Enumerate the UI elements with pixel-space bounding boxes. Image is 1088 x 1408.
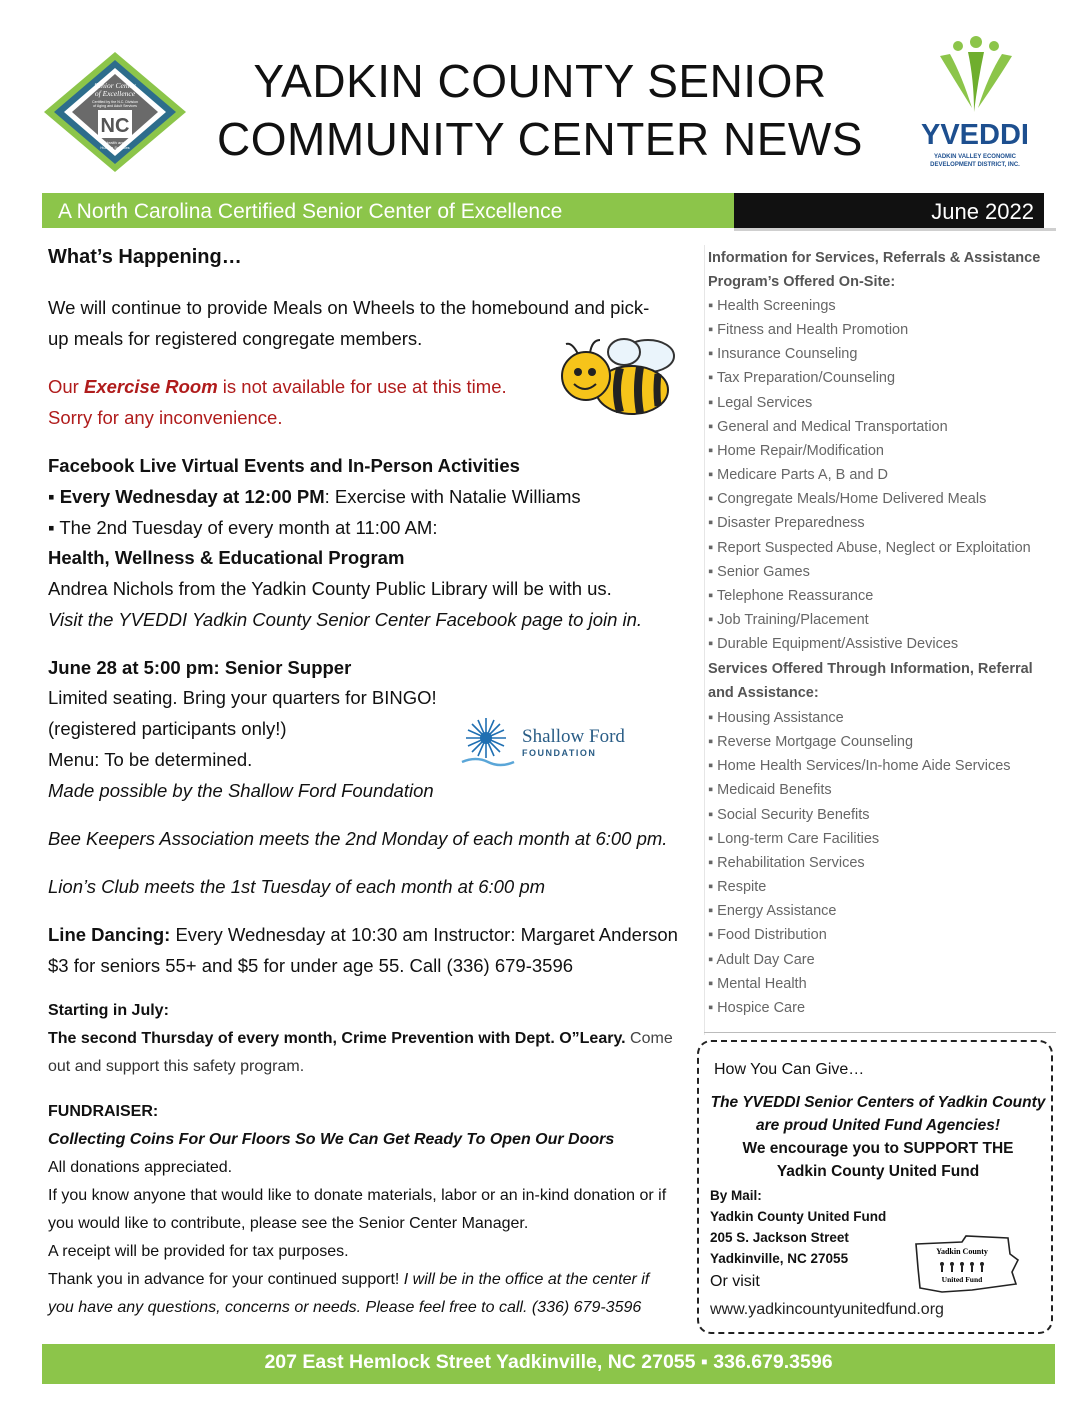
referral-service-item: ▪ Hospice Care	[708, 999, 806, 1016]
referral-service-item: ▪ Energy Assistance	[708, 903, 837, 920]
sidebar-divider	[704, 1032, 1056, 1033]
lions-club-line: Lion’s Club meets the 1st Tuesday of each month at 6:00 pm	[48, 876, 546, 897]
onsite-program-item: ▪ Health Screenings	[708, 298, 836, 314]
referral-heading-line-2: and Assistance:	[708, 685, 819, 701]
fundraiser-line-6: you have any questions, concerns or needs. Please feel free to call. (336) 679-3596	[48, 1299, 642, 1316]
referral-service-item: ▪ Mental Health	[708, 975, 807, 992]
badge-line-2: of Excellence	[94, 89, 136, 98]
give-united-line-2: are proud United Fund Agencies!	[756, 1117, 1000, 1134]
united-map-label-1: Yadkin County	[936, 1247, 988, 1256]
title-line-2: COMMUNITY CENTER NEWS	[217, 113, 863, 165]
happening-heading: What’s Happening…	[48, 246, 242, 268]
supper-seating: Limited seating. Bring your quarters for BINGO!	[48, 687, 437, 708]
referral-service-item: ▪ Rehabilitation Services	[708, 854, 865, 871]
by-mail-label: By Mail:	[710, 1188, 762, 1203]
meals-line-1: We will continue to provide Meals on Wheels to the homebound and pick-	[48, 297, 650, 318]
wednesday-exercise	[48, 485, 581, 509]
referral-service-item: ▪ Social Security Benefits	[708, 806, 870, 823]
fundraiser-thanks: Thank you in advance for your continued support!	[48, 1271, 404, 1288]
fundraiser-line-1: All donations appreciated.	[48, 1159, 233, 1176]
exercise-notice-part-2: is not available for use at this time.	[217, 376, 507, 397]
onsite-program-item: ▪ Fitness and Health Promotion	[708, 322, 909, 339]
fundraiser-line-4: A receipt will be provided for tax purposes.	[48, 1243, 349, 1260]
bee-keepers-line: Bee Keepers Association meets the 2nd Monday of each month at 6:00 pm.	[48, 828, 668, 849]
line-dancing-details: Every Wednesday at 10:30 am Instructor: Margaret Anderson	[170, 924, 678, 945]
crime-prevention-line	[48, 1027, 673, 1051]
onsite-program-item: ▪ Home Repair/Modification	[708, 442, 884, 459]
badge-line-7: Human Services	[100, 145, 130, 150]
onsite-program-item: ▪ Report Suspected Abuse, Neglect or Exploitation	[708, 539, 1031, 556]
tagline: A North Carolina Certified Senior Center of Excellence	[58, 200, 563, 223]
fundraiser-office: I will be in the office at the center if	[403, 1271, 650, 1288]
referral-service-item: ▪ Food Distribution	[708, 927, 827, 944]
yveddi-logo	[912, 36, 1038, 176]
united-fund-url[interactable]: www.yadkincountyunitedfund.org	[710, 1301, 944, 1318]
referral-service-item: ▪ Respite	[708, 879, 767, 896]
referral-service-item: ▪ Medicaid Benefits	[708, 782, 832, 799]
onsite-program-item: ▪ Medicare Parts A, B and D	[708, 467, 889, 484]
fundraiser-heading: FUNDRAISER:	[48, 1103, 159, 1120]
onsite-program-item: ▪ Telephone Reassurance	[708, 587, 874, 604]
referral-service-item: ▪ Adult Day Care	[708, 951, 815, 968]
exercise-notice-part-1: Our	[48, 376, 84, 397]
onsite-program-item: ▪ Insurance Counseling	[708, 346, 858, 363]
give-heading: How You Can Give…	[714, 1061, 865, 1078]
onsite-program-item: ▪ Legal Services	[708, 394, 813, 411]
give-support-line-2: Yadkin County United Fund	[776, 1163, 980, 1180]
badge-nc: NC	[100, 115, 130, 137]
supper-heading: June 28 at 5:00 pm: Senior Supper	[48, 657, 352, 678]
badge-line-6: Health and	[105, 140, 125, 145]
onsite-program-item: ▪ Job Training/Placement	[708, 611, 869, 628]
crime-prevention-line-2: out and support this safety program.	[48, 1058, 305, 1075]
referral-service-item: ▪ Long-term Care Facilities	[708, 830, 880, 847]
onsite-program-item: ▪ General and Medical Transportation	[708, 418, 948, 435]
fundraiser-line-5	[48, 1268, 649, 1292]
issue-date: June 2022	[931, 199, 1034, 224]
referral-heading-line-1: Services Offered Through Information, Referral	[708, 661, 1033, 677]
crime-prevention-bold: The second Thursday of every month, Crime Prevention with Dept. O”Leary.	[48, 1030, 626, 1047]
exercise-room-label: Exercise Room	[83, 376, 218, 397]
crime-prevention-rest: Come	[625, 1030, 673, 1047]
facebook-visit-line: Visit the YVEDDI Yadkin County Senior Center Facebook page to join in.	[48, 609, 643, 630]
onsite-program-item: ▪ Senior Games	[708, 563, 810, 580]
starting-july-heading: Starting in July:	[48, 1002, 169, 1019]
or-visit-label: Or visit	[710, 1273, 760, 1290]
shallow-ford-name: Shallow Ford	[522, 726, 625, 747]
badge-line-4: of Aging and Adult Services	[93, 104, 137, 108]
united-map-label-2: United Fund	[941, 1275, 983, 1284]
sorry-notice: Sorry for any inconvenience.	[48, 407, 283, 428]
andrea-line: Andrea Nichols from the Yadkin County Public Library will be with us.	[48, 578, 612, 599]
yveddi-sub-2: DEVELOPMENT DISTRICT, INC.	[930, 162, 1020, 168]
yveddi-name: YVEDDI	[921, 119, 1029, 151]
date-bar-underline	[734, 228, 1056, 231]
mail-address-line-2: 205 S. Jackson Street	[710, 1230, 849, 1245]
shallow-ford-foundation-logo	[458, 712, 638, 772]
referral-service-item: ▪ Home Health Services/In-home Aide Services	[708, 758, 1011, 775]
footer-address: 207 East Hemlock Street Yadkinville, NC 27055 ▪ 336.679.3596	[264, 1351, 833, 1373]
supper-registered: (registered participants only!)	[48, 718, 287, 739]
fundraiser-line-3: you would like to contribute, please see the Senior Center Manager.	[48, 1215, 529, 1232]
onsite-heading: Program’s Offered On-Site:	[708, 274, 896, 290]
services-heading: Information for Services, Referrals & Assistance	[708, 250, 1041, 266]
line-dancing-price: $3 for seniors 55+ and $5 for under age 55. Call (336) 679-3596	[48, 955, 574, 976]
mail-address-line-3: Yadkinville, NC 27055	[710, 1251, 849, 1266]
shallow-ford-sub: FOUNDATION	[522, 748, 597, 758]
onsite-program-item: ▪ Durable Equipment/Assistive Devices	[708, 636, 959, 653]
health-program-heading: Health, Wellness & Educational Program	[48, 547, 405, 568]
page-title	[160, 52, 920, 168]
badge-line-1: Senior Center	[94, 81, 136, 90]
tuesday-program: ▪ The 2nd Tuesday of every month at 11:00 AM:	[48, 517, 438, 538]
title-line-1: YADKIN COUNTY SENIOR	[253, 55, 827, 107]
onsite-program-item: ▪ Tax Preparation/Counseling	[708, 370, 896, 387]
line-dancing-label: Line Dancing:	[48, 924, 171, 945]
badge-line-3: Certified by the N.C. Division	[92, 100, 138, 104]
yveddi-sub-1: YADKIN VALLEY ECONOMIC	[934, 154, 1016, 160]
wednesday-time: ▪ Every Wednesday at 12:00 PM	[48, 486, 325, 507]
supper-sponsor: Made possible by the Shallow Ford Foundation	[48, 780, 434, 801]
onsite-program-item: ▪ Disaster Preparedness	[708, 515, 865, 532]
give-united-line-1: The YVEDDI Senior Centers of Yadkin County	[710, 1094, 1046, 1111]
fundraiser-subheading: Collecting Coins For Our Floors So We Can Get Ready To Open Our Doors	[48, 1131, 615, 1148]
line-dancing-line	[48, 923, 678, 947]
meals-line-2: up meals for registered congregate members.	[48, 328, 423, 349]
referral-service-item: ▪ Reverse Mortgage Counseling	[708, 734, 914, 751]
bee-illustration	[556, 334, 686, 424]
give-support-line-1: We encourage you to SUPPORT THE	[742, 1140, 1014, 1157]
exercise-room-notice	[48, 375, 507, 399]
wednesday-activity: : Exercise with Natalie Williams	[324, 486, 581, 507]
facebook-heading: Facebook Live Virtual Events and In-Person Activities	[48, 455, 520, 476]
fundraiser-line-2: If you know anyone that would like to donate materials, labor or an in-kind donation or if	[48, 1187, 667, 1204]
supper-menu: Menu: To be determined.	[48, 749, 253, 770]
mail-address-line-1: Yadkin County United Fund	[710, 1209, 887, 1224]
united-fund-county-map-logo	[912, 1232, 1022, 1296]
referral-service-item: ▪ Housing Assistance	[708, 710, 844, 726]
onsite-program-item: ▪ Congregate Meals/Home Delivered Meals	[708, 491, 987, 508]
